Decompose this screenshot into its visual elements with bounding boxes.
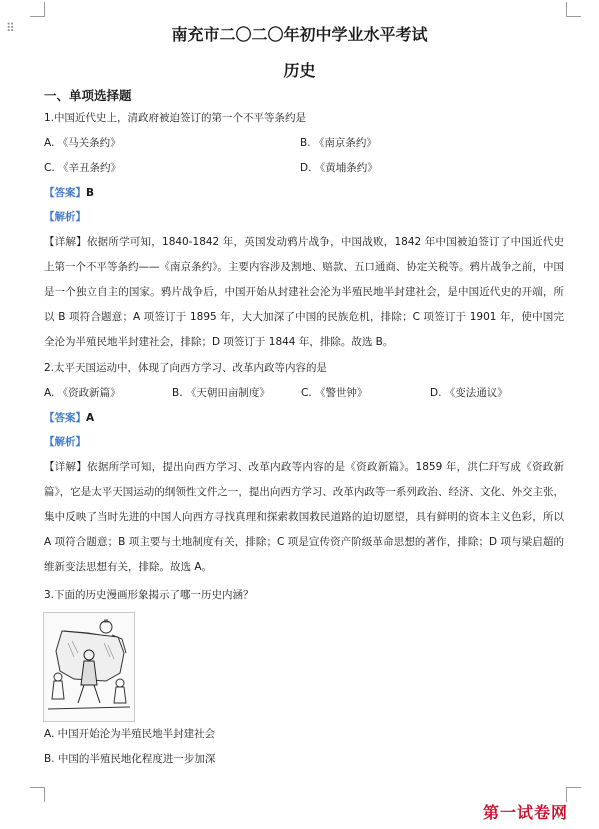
q1-option-a: A. 《马关条约》 [44, 137, 121, 149]
document-title: 南充市二〇二〇年初中学业水平考试 [171, 25, 428, 44]
q2-option-a: A. 《资政新篇》 [44, 387, 121, 399]
drag-handle-icon[interactable]: ⠿ [6, 21, 14, 35]
historical-cartoon-image [43, 612, 135, 722]
q2-answer-value: A [86, 412, 95, 424]
q1-analysis-label: 【解析】 [44, 211, 86, 223]
document-subject: 历史 [283, 61, 316, 80]
q3-option-a: A. 中国开始沦为半殖民地半封建社会 [44, 728, 216, 740]
question-1-stem: 1.中国近代史上，清政府被迫签订的第一个不平等条约是 [44, 112, 307, 124]
q2-answer [44, 411, 94, 426]
question-3-stem: 3.下面的历史漫画形象揭示了哪一历史内涵？ [44, 589, 254, 601]
q2-analysis-label: 【解析】 [44, 436, 86, 448]
answer-label: 【答案】 [44, 187, 86, 199]
question-2-stem: 2.太平天国运动中，体现了向西方学习、改革内政等内容的是 [44, 362, 328, 374]
q2-option-b: B. 《天朝田亩制度》 [172, 387, 270, 399]
q1-answer [44, 186, 94, 201]
crop-mark-bottom-left [30, 787, 45, 802]
q2-option-d: D. 《变法通议》 [430, 387, 508, 399]
crop-mark-top-right [566, 2, 581, 17]
answer-label: 【答案】 [44, 412, 86, 424]
site-logo: 第一试卷网 [483, 803, 569, 822]
q1-option-d: D. 《黄埔条约》 [300, 162, 378, 174]
crop-mark-top-left [30, 2, 45, 17]
q1-option-b: B. 《南京条约》 [300, 137, 377, 149]
crop-mark-bottom-right [566, 787, 581, 802]
section-heading: 一、单项选择题 [44, 88, 132, 103]
q1-option-c: C. 《辛丑条约》 [44, 162, 122, 174]
q1-answer-value: B [86, 187, 95, 199]
q2-detail: 【详解】依据所学可知，提出向西方学习、改革内政等内容的是《资政新篇》。1859 年，洪仁玕写成《资政新篇》，它是太平天国运动的纲领性文件之一，提出向西方学习、改革内政等一系列政治、经济、文化、外交主张，集中反映了当时先进的中国人向西方寻找真理和探索救国救民道路的迫切愿望，具有鲜明的资本主义色彩，所以 A 项符合题意；B 项主要与土地制度有关，排除；C 项是宣传资产阶级革命思想的著作，排除；D 项与梁启超的维新变法思想有关，排除。故选 A。 [44, 461, 564, 573]
q1-detail: 【详解】依据所学可知，1840-1842 年，英国发动鸦片战争，中国战败，1842 年中国被迫签订了中国近代史上第一个不平等条约——《南京条约》。主要内容涉及割地、赔款、五口通商、协定关税等。鸦片战争之前，中国是一个独立自主的国家。鸦片战争后，中国开始从封建社会沦为半殖民地半封建社会，是中国近代史的开端，所以 B 项符合题意；A 项签订于 1895 年，大大加深了中国的民族危机，排除；C 项签订于 1901 年，使中国完全沦为半殖民地半封建社会，排除；D 项签订于 1844 年，排除。故选 B。 [44, 236, 564, 348]
q2-option-c: C. 《警世钟》 [301, 387, 368, 399]
q3-option-b: B. 中国的半殖民地化程度进一步加深 [44, 753, 216, 765]
